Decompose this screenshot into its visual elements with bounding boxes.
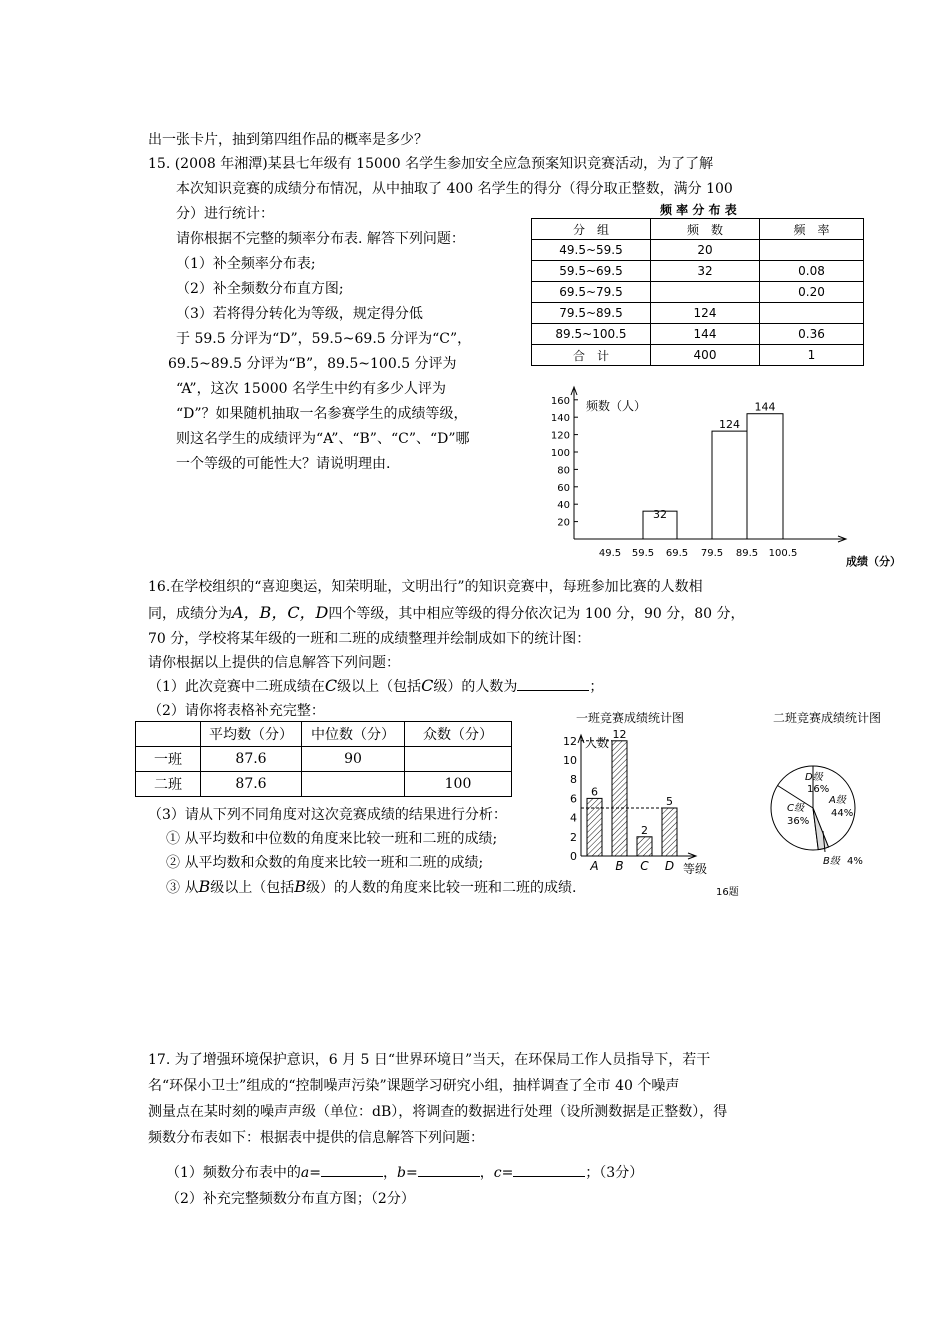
bar-value-label: 6: [591, 785, 598, 799]
answer-blank-a[interactable]: [321, 1176, 383, 1177]
q16-figure-label: 16题: [716, 887, 739, 898]
slice-percent-a: 44%: [831, 808, 854, 819]
q15-part3g: 一个等级的可能性大？请说明理由.: [176, 456, 391, 472]
table-row: [136, 747, 512, 772]
q16-part1e: 级）的人数为: [433, 679, 518, 695]
q17-line4: 频数分布表如下：根据表中提供的信息解答下列问题：: [148, 1130, 484, 1146]
q16-part3-1: ① 从平均数和中位数的角度来比较一班和二班的成绩;: [166, 831, 498, 847]
table-row: [532, 303, 864, 324]
category-label: A: [590, 859, 599, 873]
bar: [637, 837, 652, 856]
q16-part3-3e: 级）的人数的角度来比较一班和二班的成绩.: [305, 880, 577, 896]
histogram-bar: [747, 414, 783, 539]
y-tick-label: 100: [550, 448, 570, 459]
y-tick-label: 12: [563, 734, 577, 748]
y-tick-label: 4: [570, 811, 577, 825]
category-label: B: [615, 859, 624, 873]
q16-grade-letters: A，B，C，D: [232, 603, 329, 622]
x-axis-label: 等级: [683, 862, 708, 876]
table-cell: [760, 240, 864, 261]
q16-line4: 请你根据以上提供的信息解答下列问题：: [148, 655, 400, 671]
class1-bar-chart: [555, 706, 760, 902]
table-cell: 49.5~59.5: [532, 240, 651, 261]
q16-part1a: （1）此次竞赛中二班成绩在: [148, 679, 325, 695]
answer-blank-c[interactable]: [513, 1176, 585, 1177]
table-header-cell: 众数（分）: [405, 722, 512, 747]
q17-var-b: b: [397, 1165, 406, 1181]
table-cell: [760, 303, 864, 324]
slice-label-b: B级: [823, 856, 840, 867]
bar-value-label: 144: [754, 400, 776, 414]
y-tick-label: 6: [570, 792, 577, 806]
table-cell: 89.5~100.5: [532, 324, 651, 345]
x-tick-label: 100.5: [768, 548, 798, 559]
y-tick-label: 8: [570, 773, 577, 787]
bar: [587, 798, 602, 856]
x-tick-label: 69.5: [665, 548, 689, 559]
table-cell: 0.08: [760, 261, 864, 282]
table-cell: 90: [302, 747, 405, 772]
bar-value-label: 2: [641, 823, 648, 837]
bar: [662, 808, 677, 856]
slice-percent-c: 36%: [787, 816, 810, 827]
q15-part3c: 69.5~89.5 分评为“B”，89.5~100.5 分评为: [168, 356, 457, 372]
histogram-bar: [712, 431, 747, 539]
y-tick-label: 160: [550, 395, 570, 407]
table-cell[interactable]: [302, 772, 405, 797]
class2-pie-chart: [765, 706, 915, 876]
x-tick-label: 49.5: [598, 548, 622, 559]
q17-comma: ，: [479, 1165, 494, 1181]
table-row: [532, 240, 864, 261]
x-tick-label: 79.5: [700, 548, 724, 559]
table-cell: 20: [651, 240, 760, 261]
y-axis-label: 人数: [585, 736, 610, 750]
x-tick-label: 59.5: [631, 548, 655, 559]
table-cell: 0.36: [760, 324, 864, 345]
q16-line2a: 同，成绩分为: [148, 606, 232, 622]
x-axis-label: 成绩（分）: [846, 555, 901, 568]
bar-value-label: 12: [612, 727, 627, 741]
q15-frequency-table: [531, 218, 864, 366]
table-cell: 1: [760, 345, 864, 366]
q15-part1: （1）补全频率分布表;: [176, 256, 316, 272]
table-cell: 400: [651, 345, 760, 366]
y-tick-label: 2: [570, 830, 577, 844]
q16-part3: （3）请从下列不同角度对这次竞赛成绩的结果进行分析：: [148, 807, 507, 823]
y-tick-label: 0: [570, 850, 577, 863]
q17-part1: [166, 1164, 643, 1182]
x-tick-label: 89.5: [735, 548, 759, 559]
q16-part3-3a: ③ 从: [166, 880, 199, 896]
table-cell: 二班: [136, 772, 201, 797]
y-tick-label: 120: [550, 430, 570, 442]
slice-percent-d: 16%: [807, 784, 830, 795]
slice-label-c: C级: [787, 803, 804, 814]
table-cell: 59.5~69.5: [532, 261, 651, 282]
q17-line3: 测量点在某时刻的噪声声级（单位：dB），将调查的数据进行处理（设所测数据是正整数），得: [148, 1104, 728, 1120]
table-header-cell: [136, 722, 201, 747]
table-cell: 0.20: [760, 282, 864, 303]
table-header-row: [136, 722, 512, 747]
q16-part2: （2）请你将表格补充完整：: [148, 703, 325, 719]
q16-part1f: ；: [589, 679, 604, 695]
q17-var-a: a: [300, 1165, 310, 1181]
q15-line3: 分）进行统计：: [176, 206, 274, 222]
bar-value-label: 32: [653, 508, 667, 522]
q16-letter-c: C: [324, 676, 338, 695]
y-tick-label: 80: [557, 465, 570, 477]
q15-line1: 15. (2008 年湘潭)某县七年级有 15000 名学生参加安全应急预案知识竞赛活动，为了了解: [148, 156, 714, 172]
answer-blank[interactable]: [517, 690, 589, 691]
q16-part3-3: [166, 878, 576, 897]
bar: [612, 741, 627, 856]
q15-histogram: [528, 383, 910, 573]
table-row: [532, 282, 864, 303]
q17-equals: =: [501, 1165, 514, 1181]
table-header-row: [532, 219, 864, 240]
q15-table-title: 频 率 分 布 表: [660, 203, 737, 217]
category-label: D: [664, 859, 675, 873]
q17-var-c: c: [493, 1165, 502, 1181]
q16-stats-table: [135, 721, 512, 797]
q17-part1j: ；（3分）: [585, 1165, 644, 1181]
q16-part3-2: ② 从平均数和众数的角度来比较一班和二班的成绩;: [166, 855, 484, 871]
table-cell: 69.5~79.5: [532, 282, 651, 303]
q16-line2c: 四个等级，其中相应等级的得分依次记为 100 分，90 分，80 分，: [328, 606, 745, 622]
q15-part3f: 则这名学生的成绩评为“A”、“B”、“C”、“D”哪: [176, 431, 470, 447]
q16-part1: [148, 677, 603, 696]
bar-value-label: 124: [719, 418, 740, 432]
q15-line2: 本次知识竞赛的成绩分布情况，从中抽取了 400 名学生的得分（得分取正整数，满分 100: [176, 181, 733, 197]
chart-title: 一班竞赛成绩统计图: [575, 711, 685, 725]
table-header-cell: 频 率: [760, 219, 864, 240]
q16-part3-3c: 级以上（包括: [210, 880, 295, 896]
table-row: [136, 772, 512, 797]
table-cell[interactable]: [405, 747, 512, 772]
q16-line1: 16.在学校组织的“喜迎奥运，知荣明耻，文明出行”的知识竞赛中，每班参加比赛的人数相: [148, 579, 703, 595]
q17-equals: =: [405, 1165, 418, 1181]
y-tick-label: 60: [557, 482, 570, 494]
intro-line: 出一张卡片，抽到第四组作品的概率是多少？: [148, 132, 428, 148]
q15-part2: （2）补全频数分布直方图;: [176, 281, 344, 297]
table-row: [532, 345, 864, 366]
slice-label-d: D级: [805, 772, 823, 783]
category-label: C: [640, 859, 649, 873]
q17-part2: （2）补充完整频数分布直方图；（2分）: [166, 1191, 415, 1207]
table-cell: 79.5~89.5: [532, 303, 651, 324]
q17-comma: ，: [383, 1165, 398, 1181]
y-tick-label: 40: [557, 500, 570, 512]
q15-part3d: “A”，这次 15000 名学生中约有多少人评为: [176, 381, 446, 397]
q16-line2: [148, 604, 745, 623]
table-cell: 合 计: [532, 345, 651, 366]
table-cell: 87.6: [201, 747, 302, 772]
table-cell: 100: [405, 772, 512, 797]
table-header-cell: 中位数（分）: [302, 722, 405, 747]
q17-part1a: （1）频数分布表中的: [166, 1165, 301, 1181]
q16-letter-b: B: [198, 877, 211, 896]
y-tick-label: 20: [557, 517, 570, 529]
table-cell: 32: [651, 261, 760, 282]
y-tick-label: 10: [563, 754, 577, 767]
q15-part3b: 于 59.5 分评为“D”，59.5~69.5 分评为“C”，: [176, 331, 472, 347]
q17-equals: =: [309, 1165, 322, 1181]
slice-percent-b: 4%: [847, 856, 863, 867]
q17-line1: 17. 为了增强环境保护意识，6 月 5 日“世界环境日”当天，在环保局工作人员指导下，若干: [148, 1052, 711, 1068]
table-header-cell: 频 数: [651, 219, 760, 240]
slice-label-a: A级: [829, 795, 846, 806]
q16-letter-b: B: [294, 877, 306, 896]
y-tick-label: 140: [550, 413, 570, 425]
q16-part1c: 级以上（包括: [337, 679, 422, 695]
table-cell: 87.6: [201, 772, 302, 797]
table-row: [532, 261, 864, 282]
bar-value-label: 5: [666, 795, 673, 808]
chart-title: 二班竞赛成绩统计图: [772, 711, 882, 725]
table-header-cell: 平均数（分）: [201, 722, 302, 747]
table-cell: [651, 282, 760, 303]
q15-part3e: “D”？如果随机抽取一名参赛学生的成绩等级，: [176, 406, 468, 422]
q16-letter-c: C: [421, 676, 434, 695]
y-axis-label: 频数（人）: [586, 399, 647, 413]
q15-part3a: （3）若将得分转化为等级，规定得分低: [176, 306, 423, 322]
q15-line4: 请你根据不完整的频率分布表. 解答下列问题：: [176, 231, 465, 247]
table-cell: 124: [651, 303, 760, 324]
q17-line2: 名“环保小卫士”组成的“控制噪声污染”课题学习研究小组，抽样调查了全市 40 个噪声: [148, 1078, 680, 1094]
table-cell: 144: [651, 324, 760, 345]
table-row: [532, 324, 864, 345]
answer-blank-b[interactable]: [418, 1176, 480, 1177]
q16-line3: 70 分，学校将某年级的一班和二班的成绩整理并绘制成如下的统计图：: [148, 631, 591, 647]
table-header-cell: 分 组: [532, 219, 651, 240]
table-cell: 一班: [136, 747, 201, 772]
